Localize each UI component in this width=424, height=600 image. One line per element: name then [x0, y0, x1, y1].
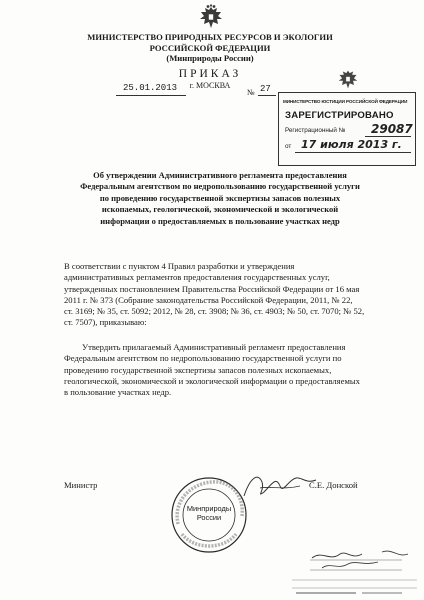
title-line: Федеральным агентством по недропользованию государственной услуги	[80, 181, 360, 192]
number-underline	[258, 95, 276, 96]
paragraph-line: Федеральным агентством по недропользованию государственной услуги по	[64, 353, 342, 364]
registration-title: ЗАРЕГИСТРИРОВАНО	[285, 110, 394, 121]
registration-date-prefix: от	[285, 143, 292, 150]
title-line: информации о предоставляемых в пользование участках недр	[100, 215, 340, 226]
seal-line-1: Минприроды	[186, 504, 232, 513]
paragraph-line: административных регламентов предоставления государственных услуг,	[64, 272, 330, 283]
paragraph-line: проведению государственной экспертизы запасов полезных ископаемых,	[64, 364, 332, 375]
date-underline	[116, 95, 186, 96]
ministry-header	[60, 32, 360, 64]
document-title	[70, 170, 370, 227]
title-line: Об утверждении Административного регламента предоставления	[93, 170, 347, 180]
paragraph-line: ст. 7507), приказываю:	[64, 317, 147, 328]
reg-number-underline	[365, 136, 411, 137]
paragraph-line: В соответствии с пунктом 4 Правил разработки и утверждения	[64, 261, 295, 271]
ministry-line-1: МИНИСТЕРСТВО ПРИРОДНЫХ РЕСУРСОВ И ЭКОЛОГИИ	[87, 32, 333, 42]
state-emblem-icon	[198, 4, 224, 31]
ministry-line-2: РОССИЙСКОЙ ФЕДЕРАЦИИ	[149, 42, 271, 53]
handwritten-signature	[240, 468, 320, 504]
document-type: ПРИКАЗ	[178, 68, 242, 80]
body-paragraph-2	[64, 342, 372, 398]
paragraph-line: ст. 3169; № 35, ст. 5092; 2012, № 28, ст. 3908; № 36, ст. 4903; № 50, ст. 7070; № 52,	[64, 306, 365, 317]
paragraph-line: геологической, экономической и экологической информации о предоставляемых	[64, 375, 360, 386]
document-date: 25.01.2013	[123, 83, 178, 93]
paragraph-line: Утвердить прилагаемый Административный регламент предоставления	[82, 342, 346, 352]
registration-ministry: МИНИСТЕРСТВО ЮСТИЦИИ РОССИЙСКОЙ ФЕДЕРАЦИИ	[283, 99, 408, 104]
paragraph-line: 2011 г. № 373 (Собрание законодательства Российской Федерации, 2011, № 22,	[64, 294, 353, 305]
document-city: г. МОСКВА	[189, 81, 231, 90]
signatory-name: С.Е. Донской	[309, 480, 358, 490]
document-number: 27	[260, 84, 271, 94]
paragraph-line: в пользование участках недр.	[64, 387, 172, 398]
justice-emblem-icon	[337, 68, 359, 91]
registration-number: 29087	[371, 122, 413, 136]
seal-line-2: России	[196, 513, 222, 522]
registration-stamp	[278, 92, 416, 166]
title-line: по проведению государственной экспертизы запасов полезных	[99, 192, 341, 203]
signatory-position: Министр	[64, 480, 98, 490]
number-sign: №	[247, 88, 255, 97]
registration-number-label: Регистрационный №	[285, 127, 346, 134]
registration-date: 17 июля 2013 г.	[301, 138, 402, 151]
ministry-line-3: (Минприроды России)	[166, 53, 254, 63]
seal-center-text	[180, 504, 238, 522]
title-line: ископаемых, геологической, экономической и экологической	[101, 204, 339, 215]
copy-certification-stamp	[252, 548, 422, 600]
body-paragraph-1	[64, 261, 372, 329]
paragraph-line: утвержденных постановлением Правительства Российской Федерации от 16 мая	[64, 283, 360, 294]
reg-date-underline	[295, 152, 411, 153]
